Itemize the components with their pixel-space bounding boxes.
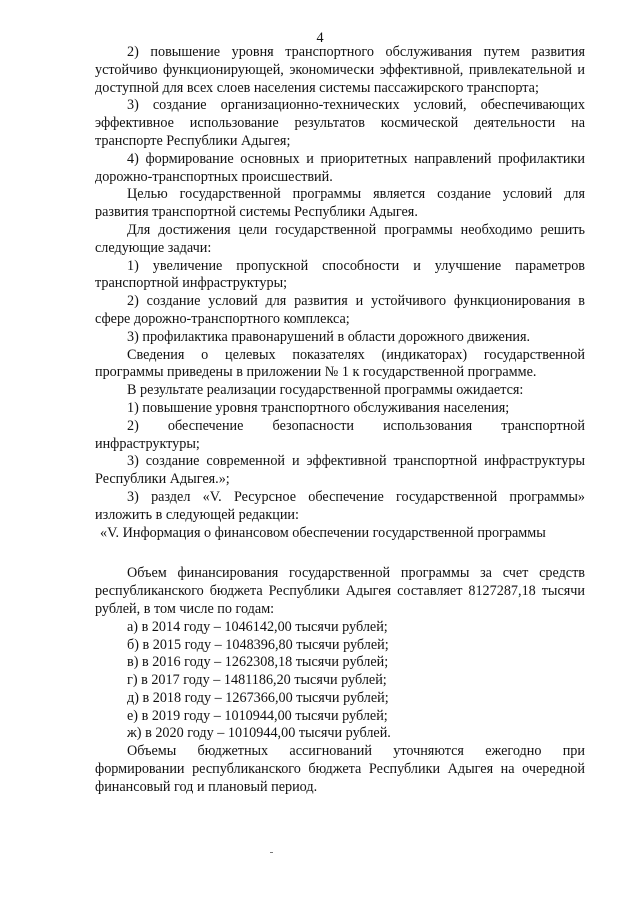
paragraph: 3) профилактика правонарушений в области дорожного движения. (127, 328, 531, 345)
list-item: г) в 2017 году – 1481186,20 тысячи рублей; (127, 672, 387, 689)
list-item: в) в 2016 году – 1262308,18 тысячи рублей; (127, 654, 389, 671)
paragraph: 4) формирование основных и приоритетных направлений профилактики дорожно-транспортных происшествий. (95, 150, 585, 185)
paragraph: 1) увеличение пропускной способности и улучшение параметров транспортной инфраструктуры; (95, 257, 585, 292)
paragraph: Для достижения цели государственной программы необходимо решить следующие задачи: (95, 221, 585, 256)
spacer (95, 542, 585, 565)
document-body (95, 44, 585, 797)
paragraph: 2) создание условий для развития и устойчивого функционирования в сфере дорожно-транспортного комплекса; (95, 293, 585, 327)
paragraph: Объем финансирования государственной программы за счет средств республиканского бюджета Республики Адыгея составляет 8127287,18 тысячи рублей, в том числе по годам: (95, 565, 585, 617)
paragraph: 3) создание организационно-технических условий, обеспечивающих эффективное использование результатов космической деятельности на транспорте Республики Адыгея; (95, 97, 585, 149)
paragraph: 2) повышение уровня транспортного обслуживания путем развития устойчиво функционирующей, экономически эффективной, привлекательной и доступной для всех слоев населения системы пассажирского транспорта; (95, 44, 585, 96)
paragraph: 1) повышение уровня транспортного обслуживания населения; (127, 399, 510, 416)
list-item: д) в 2018 году – 1267366,00 тысячи рублей; (127, 689, 389, 706)
scan-mark (270, 852, 273, 853)
list-item: а) в 2014 году – 1046142,00 тысячи рублей; (127, 618, 388, 635)
section-title: «V. Информация о финансовом обеспечении государственной программы (100, 524, 546, 541)
paragraph: Сведения о целевых показателях (индикаторах) государственной программы приведены в приложении № 1 к государственной программе. (95, 346, 585, 381)
list-item: е) в 2019 году – 1010944,00 тысячи рублей; (127, 707, 388, 724)
paragraph: Целью государственной программы является создание условий для развития транспортной системы Республики Адыгея. (95, 186, 585, 221)
paragraph: 3) создание современной и эффективной транспортной инфраструктуры Республики Адыгея.»; (95, 453, 585, 488)
list-item: б) в 2015 году – 1048396,80 тысячи рублей; (127, 636, 389, 653)
paragraph: 2) обеспечение безопасности использования транспортной инфраструктуры; (95, 417, 585, 452)
list-item: ж) в 2020 году – 1010944,00 тысячи рублей. (127, 725, 391, 742)
paragraph: 3) раздел «V. Ресурсное обеспечение государственной программы» изложить в следующей редакции: (95, 488, 585, 523)
paragraph: В результате реализации государственной программы ожидается: (127, 382, 524, 399)
page-number: 4 (316, 30, 324, 46)
paragraph: Объемы бюджетных ассигнований уточняются ежегодно при формировании республиканского бюджета Республики Адыгея на очередной финансовый год и плановый период. (95, 743, 585, 795)
